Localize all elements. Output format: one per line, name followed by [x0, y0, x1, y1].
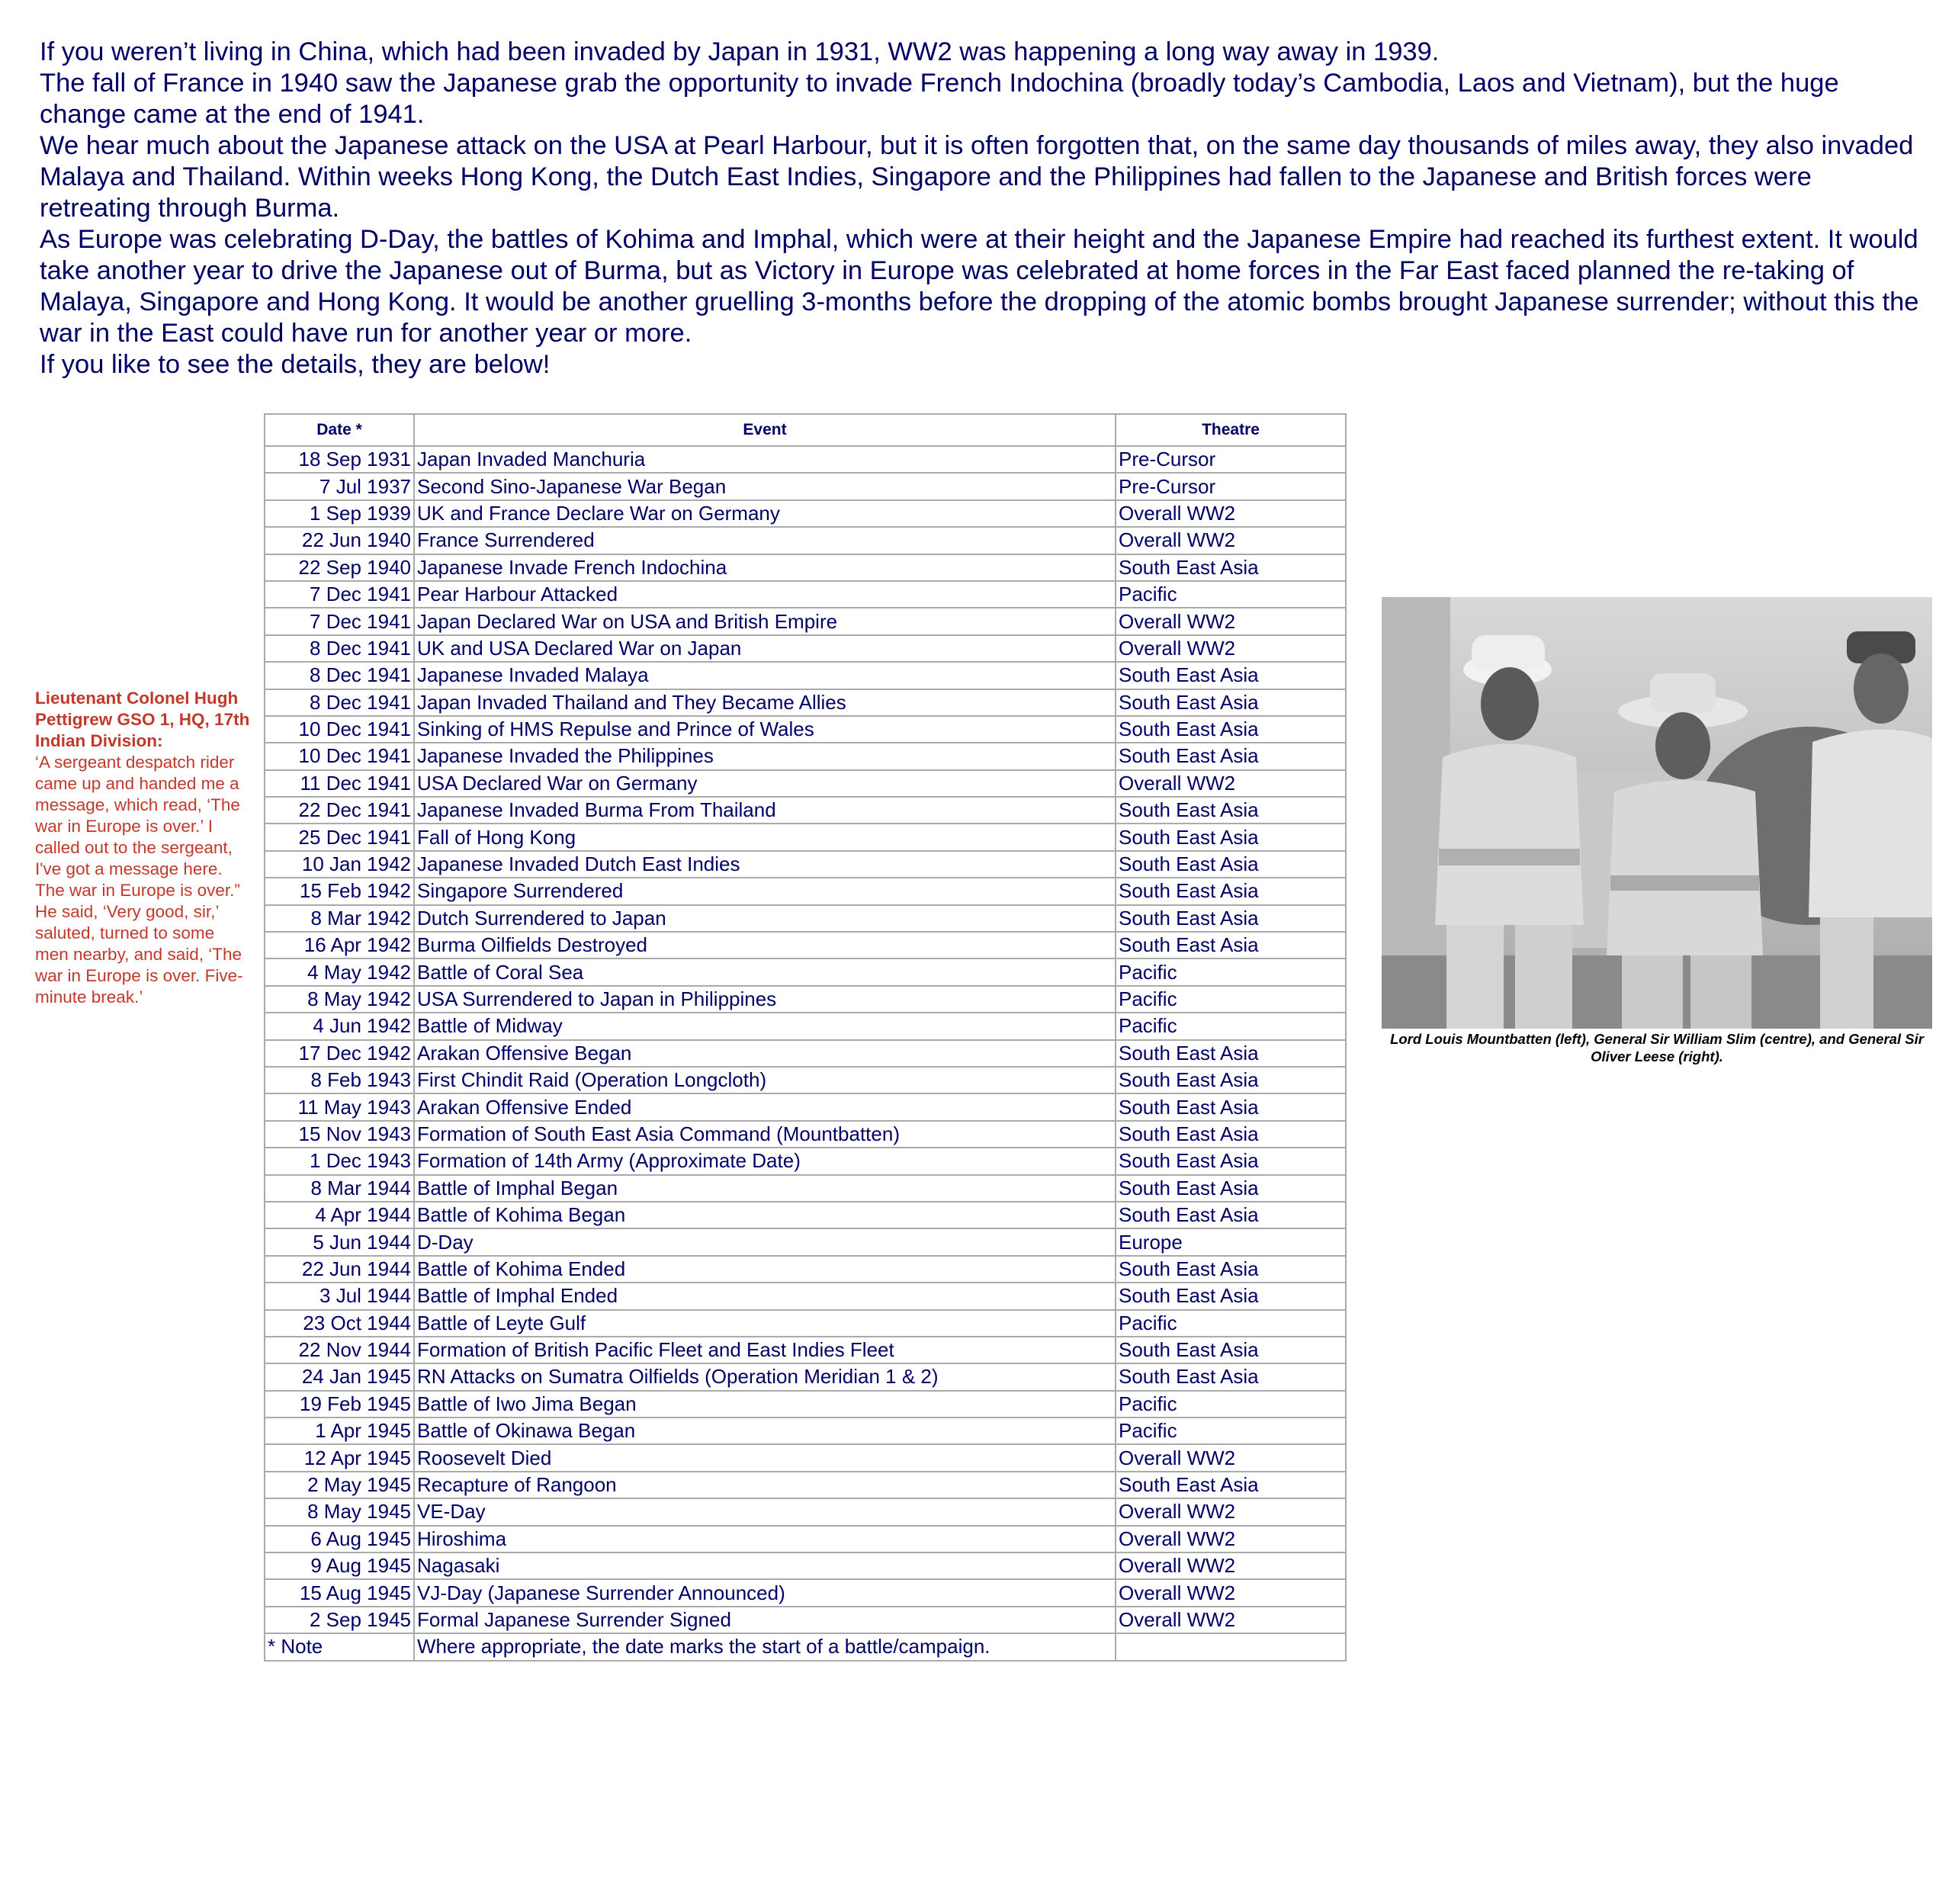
cell-event: Singapore Surrendered	[414, 878, 1116, 904]
cell-event: Sinking of HMS Repulse and Prince of Wales	[414, 716, 1116, 743]
column-header-event: Event	[414, 414, 1116, 446]
table-row	[265, 716, 1346, 743]
cell-theatre: South East Asia	[1116, 662, 1346, 689]
cell-theatre: Overall WW2	[1116, 1444, 1346, 1471]
cell-date: 19 Feb 1945	[265, 1391, 414, 1418]
cell-date: 16 Apr 1942	[265, 932, 414, 958]
cell-theatre: South East Asia	[1116, 1283, 1346, 1309]
cell-event: Arakan Offensive Began	[414, 1040, 1116, 1067]
note-theatre	[1116, 1633, 1346, 1660]
cell-theatre: South East Asia	[1116, 1202, 1346, 1228]
table-row	[265, 1526, 1346, 1552]
cell-date: 22 Sep 1940	[265, 554, 414, 581]
cell-event: USA Declared War on Germany	[414, 770, 1116, 797]
cell-event: Pear Harbour Attacked	[414, 581, 1116, 608]
table-row	[265, 1363, 1346, 1390]
cell-event: Battle of Kohima Ended	[414, 1256, 1116, 1283]
cell-theatre: Pacific	[1116, 1391, 1346, 1418]
table-header-row	[265, 414, 1346, 446]
cell-event: Fall of Hong Kong	[414, 824, 1116, 850]
table-row	[265, 958, 1346, 985]
cell-theatre: Overall WW2	[1116, 635, 1346, 662]
table-row	[265, 1093, 1346, 1120]
table-row	[265, 581, 1346, 608]
cell-theatre: Overall WW2	[1116, 1552, 1346, 1579]
table-row	[265, 1067, 1346, 1093]
table-row	[265, 1391, 1346, 1418]
cell-theatre: South East Asia	[1116, 1148, 1346, 1174]
cell-event: Second Sino-Japanese War Began	[414, 473, 1116, 499]
cell-event: Japan Declared War on USA and British Empire	[414, 608, 1116, 634]
cell-event: Formation of South East Asia Command (Mountbatten)	[414, 1121, 1116, 1148]
table-row	[265, 1040, 1346, 1067]
table-note-row	[265, 1633, 1346, 1660]
cell-date: 17 Dec 1942	[265, 1040, 414, 1067]
table-row	[265, 608, 1346, 634]
table-row	[265, 1472, 1346, 1498]
quote-attribution: Lieutenant Colonel Hugh Pettigrew GSO 1, HQ, 17th Indian Division:	[35, 689, 250, 750]
cell-theatre: South East Asia	[1116, 1093, 1346, 1120]
cell-event: Japan Invaded Thailand and They Became Allies	[414, 689, 1116, 716]
cell-event: Japanese Invaded the Philippines	[414, 743, 1116, 769]
table-row	[265, 689, 1346, 716]
cell-theatre: South East Asia	[1116, 554, 1346, 581]
cell-date: 22 Nov 1944	[265, 1337, 414, 1363]
cell-date: 4 May 1942	[265, 958, 414, 985]
cell-date: 15 Aug 1945	[265, 1579, 414, 1606]
cell-date: 8 Dec 1941	[265, 662, 414, 689]
photo-illustration	[1382, 597, 1932, 1029]
cell-theatre: South East Asia	[1116, 1067, 1346, 1093]
cell-event: D-Day	[414, 1228, 1116, 1255]
cell-date: 6 Aug 1945	[265, 1526, 414, 1552]
table-row	[265, 1607, 1346, 1633]
table-row	[265, 824, 1346, 850]
cell-theatre: Pacific	[1116, 1310, 1346, 1337]
cell-date: 18 Sep 1931	[265, 446, 414, 473]
cell-theatre: South East Asia	[1116, 1121, 1346, 1148]
note-label: * Note	[265, 1633, 414, 1660]
cell-event: Formation of British Pacific Fleet and East Indies Fleet	[414, 1337, 1116, 1363]
photo-image	[1382, 597, 1932, 1029]
table-row	[265, 932, 1346, 958]
cell-theatre: South East Asia	[1116, 1337, 1346, 1363]
cell-date: 11 Dec 1941	[265, 770, 414, 797]
cell-theatre: Overall WW2	[1116, 1498, 1346, 1525]
cell-theatre: Pre-Cursor	[1116, 446, 1346, 473]
cell-theatre: Pre-Cursor	[1116, 473, 1346, 499]
table-row	[265, 1579, 1346, 1606]
column-header-theatre: Theatre	[1116, 414, 1346, 446]
table-row	[265, 554, 1346, 581]
cell-date: 7 Dec 1941	[265, 581, 414, 608]
cell-event: Nagasaki	[414, 1552, 1116, 1579]
cell-date: 4 Apr 1944	[265, 1202, 414, 1228]
cell-event: Formation of 14th Army (Approximate Date)	[414, 1148, 1116, 1174]
cell-theatre: South East Asia	[1116, 689, 1346, 716]
table-row	[265, 1310, 1346, 1337]
quote-text: ‘A sergeant despatch rider came up and handed me a message, which read, ‘The war in Europe is over.’ I called out to the sergeant, I've got a message here. The war in Europe is over.” He said, ‘Very good, sir,’ saluted, turned to some men nearby, and said, ‘The war in Europe is over. Five-minute break.’	[35, 753, 243, 1007]
table-row	[265, 797, 1346, 824]
cell-date: 24 Jan 1945	[265, 1363, 414, 1390]
cell-date: 12 Apr 1945	[265, 1444, 414, 1471]
cell-theatre: South East Asia	[1116, 797, 1346, 824]
cell-theatre: Overall WW2	[1116, 1607, 1346, 1633]
table-row	[265, 1444, 1346, 1471]
cell-date: 11 May 1943	[265, 1093, 414, 1120]
cell-theatre: Overall WW2	[1116, 1526, 1346, 1552]
cell-date: 10 Dec 1941	[265, 716, 414, 743]
cell-date: 1 Apr 1945	[265, 1418, 414, 1444]
cell-event: Battle of Iwo Jima Began	[414, 1391, 1116, 1418]
cell-date: 22 Dec 1941	[265, 797, 414, 824]
cell-theatre: Pacific	[1116, 1013, 1346, 1039]
table-row	[265, 527, 1346, 554]
note-text: Where appropriate, the date marks the start of a battle/campaign.	[414, 1633, 1116, 1660]
cell-event: Roosevelt Died	[414, 1444, 1116, 1471]
cell-date: 5 Jun 1944	[265, 1228, 414, 1255]
cell-theatre: Overall WW2	[1116, 608, 1346, 634]
cell-date: 7 Jul 1937	[265, 473, 414, 499]
cell-event: Battle of Imphal Ended	[414, 1283, 1116, 1309]
cell-event: Japan Invaded Manchuria	[414, 446, 1116, 473]
cell-theatre: South East Asia	[1116, 716, 1346, 743]
cell-event: Arakan Offensive Ended	[414, 1093, 1116, 1120]
cell-date: 8 Feb 1943	[265, 1067, 414, 1093]
table-row	[265, 1013, 1346, 1039]
cell-event: Japanese Invaded Burma From Thailand	[414, 797, 1116, 824]
cell-theatre: South East Asia	[1116, 1472, 1346, 1498]
cell-theatre: South East Asia	[1116, 824, 1346, 850]
table-row	[265, 1228, 1346, 1255]
cell-event: Battle of Midway	[414, 1013, 1116, 1039]
cell-date: 10 Jan 1942	[265, 851, 414, 878]
cell-event: Japanese Invaded Dutch East Indies	[414, 851, 1116, 878]
cell-theatre: Overall WW2	[1116, 1579, 1346, 1606]
cell-date: 22 Jun 1944	[265, 1256, 414, 1283]
cell-theatre: South East Asia	[1116, 1175, 1346, 1202]
cell-theatre: Pacific	[1116, 958, 1346, 985]
intro-paragraph: The fall of France in 1940 saw the Japanese grab the opportunity to invade French Indochina (broadly today’s Cambodia, Laos and Vietnam), but the huge change came at the end of 1941.	[40, 69, 1839, 129]
table-row	[265, 1337, 1346, 1363]
intro-paragraph: If you weren’t living in China, which had been invaded by Japan in 1931, WW2 was happening a long way away in 1939.	[40, 37, 1440, 66]
table-row	[265, 878, 1346, 904]
table-row	[265, 446, 1346, 473]
cell-date: 8 Mar 1944	[265, 1175, 414, 1202]
cell-event: Battle of Coral Sea	[414, 958, 1116, 985]
cell-event: Formal Japanese Surrender Signed	[414, 1607, 1116, 1633]
cell-event: Battle of Leyte Gulf	[414, 1310, 1116, 1337]
cell-theatre: Overall WW2	[1116, 770, 1346, 797]
cell-date: 23 Oct 1944	[265, 1310, 414, 1337]
table-row	[265, 1256, 1346, 1283]
cell-date: 7 Dec 1941	[265, 608, 414, 634]
cell-event: Battle of Okinawa Began	[414, 1418, 1116, 1444]
cell-theatre: Overall WW2	[1116, 500, 1346, 527]
cell-theatre: South East Asia	[1116, 1040, 1346, 1067]
cell-date: 8 Mar 1942	[265, 905, 414, 932]
table-row	[265, 1175, 1346, 1202]
cell-date: 8 Dec 1941	[265, 635, 414, 662]
cell-event: UK and USA Declared War on Japan	[414, 635, 1116, 662]
column-header-date: Date *	[265, 414, 414, 446]
cell-theatre: South East Asia	[1116, 1256, 1346, 1283]
cell-date: 25 Dec 1941	[265, 824, 414, 850]
table-row	[265, 1121, 1346, 1148]
table-row	[265, 1148, 1346, 1174]
table-row	[265, 851, 1346, 878]
cell-theatre: Europe	[1116, 1228, 1346, 1255]
side-quote	[35, 688, 250, 1008]
cell-event: Dutch Surrendered to Japan	[414, 905, 1116, 932]
cell-date: 8 Dec 1941	[265, 689, 414, 716]
table-row	[265, 473, 1346, 499]
cell-theatre: Pacific	[1116, 1418, 1346, 1444]
cell-event: Battle of Kohima Began	[414, 1202, 1116, 1228]
table-row	[265, 1418, 1346, 1444]
cell-date: 1 Dec 1943	[265, 1148, 414, 1174]
cell-event: France Surrendered	[414, 527, 1116, 554]
intro-paragraph: As Europe was celebrating D-Day, the battles of Kohima and Imphal, which were at their height and the Japanese Empire had reached its furthest extent. It would take another year to drive the Japanese out of Burma, but as Victory in Europe was celebrated at home forces in the Far East faced planned the re-taking of Malaya, Singapore and Hong Kong. It would be another gruelling 3-months before the dropping of the atomic bombs brought Japanese surrender; without this the war in the East could have run for another year or more.	[40, 225, 1919, 348]
table-row	[265, 635, 1346, 662]
table-row	[265, 743, 1346, 769]
cell-theatre: South East Asia	[1116, 932, 1346, 958]
intro-paragraph: If you like to see the details, they are below!	[40, 350, 551, 379]
photo-caption: Lord Louis Mountbatten (left), General Sir William Slim (centre), and General Sir Oliver Leese (right).	[1390, 1031, 1924, 1064]
cell-event: First Chindit Raid (Operation Longcloth)	[414, 1067, 1116, 1093]
table-row	[265, 500, 1346, 527]
cell-event: Hiroshima	[414, 1526, 1116, 1552]
cell-date: 2 Sep 1945	[265, 1607, 414, 1633]
cell-date: 8 May 1945	[265, 1498, 414, 1525]
cell-event: Japanese Invaded Malaya	[414, 662, 1116, 689]
table-row	[265, 1283, 1346, 1309]
cell-theatre: South East Asia	[1116, 878, 1346, 904]
table-row	[265, 905, 1346, 932]
cell-date: 8 May 1942	[265, 986, 414, 1013]
cell-theatre: South East Asia	[1116, 1363, 1346, 1390]
cell-event: Burma Oilfields Destroyed	[414, 932, 1116, 958]
cell-date: 9 Aug 1945	[265, 1552, 414, 1579]
timeline-table	[264, 413, 1347, 1662]
cell-date: 15 Feb 1942	[265, 878, 414, 904]
cell-date: 2 May 1945	[265, 1472, 414, 1498]
table-row	[265, 1202, 1346, 1228]
intro-paragraph: We hear much about the Japanese attack on the USA at Pearl Harbour, but it is often forgotten that, on the same day thousands of miles away, they also invaded Malaya and Thailand. Within weeks Hong Kong, the Dutch East Indies, Singapore and the Philippines had fallen to the Japanese and British forces were retreating through Burma.	[40, 131, 1914, 223]
cell-theatre: Overall WW2	[1116, 527, 1346, 554]
table-body	[265, 446, 1346, 1633]
cell-event: VE-Day	[414, 1498, 1116, 1525]
table-row	[265, 662, 1346, 689]
cell-event: Japanese Invade French Indochina	[414, 554, 1116, 581]
cell-event: Battle of Imphal Began	[414, 1175, 1116, 1202]
cell-theatre: South East Asia	[1116, 743, 1346, 769]
cell-theatre: Pacific	[1116, 986, 1346, 1013]
table-row	[265, 770, 1346, 797]
cell-date: 10 Dec 1941	[265, 743, 414, 769]
table-row	[265, 1498, 1346, 1525]
cell-theatre: South East Asia	[1116, 851, 1346, 878]
cell-event: VJ-Day (Japanese Surrender Announced)	[414, 1579, 1116, 1606]
cell-date: 3 Jul 1944	[265, 1283, 414, 1309]
cell-event: RN Attacks on Sumatra Oilfields (Operation Meridian 1 & 2)	[414, 1363, 1116, 1390]
table-row	[265, 986, 1346, 1013]
intro-text	[40, 37, 1923, 380]
cell-event: Recapture of Rangoon	[414, 1472, 1116, 1498]
cell-date: 1 Sep 1939	[265, 500, 414, 527]
cell-event: UK and France Declare War on Germany	[414, 500, 1116, 527]
table-row	[265, 1552, 1346, 1579]
cell-event: USA Surrendered to Japan in Philippines	[414, 986, 1116, 1013]
cell-date: 15 Nov 1943	[265, 1121, 414, 1148]
cell-theatre: Pacific	[1116, 581, 1346, 608]
cell-theatre: South East Asia	[1116, 905, 1346, 932]
cell-date: 22 Jun 1940	[265, 527, 414, 554]
cell-date: 4 Jun 1942	[265, 1013, 414, 1039]
